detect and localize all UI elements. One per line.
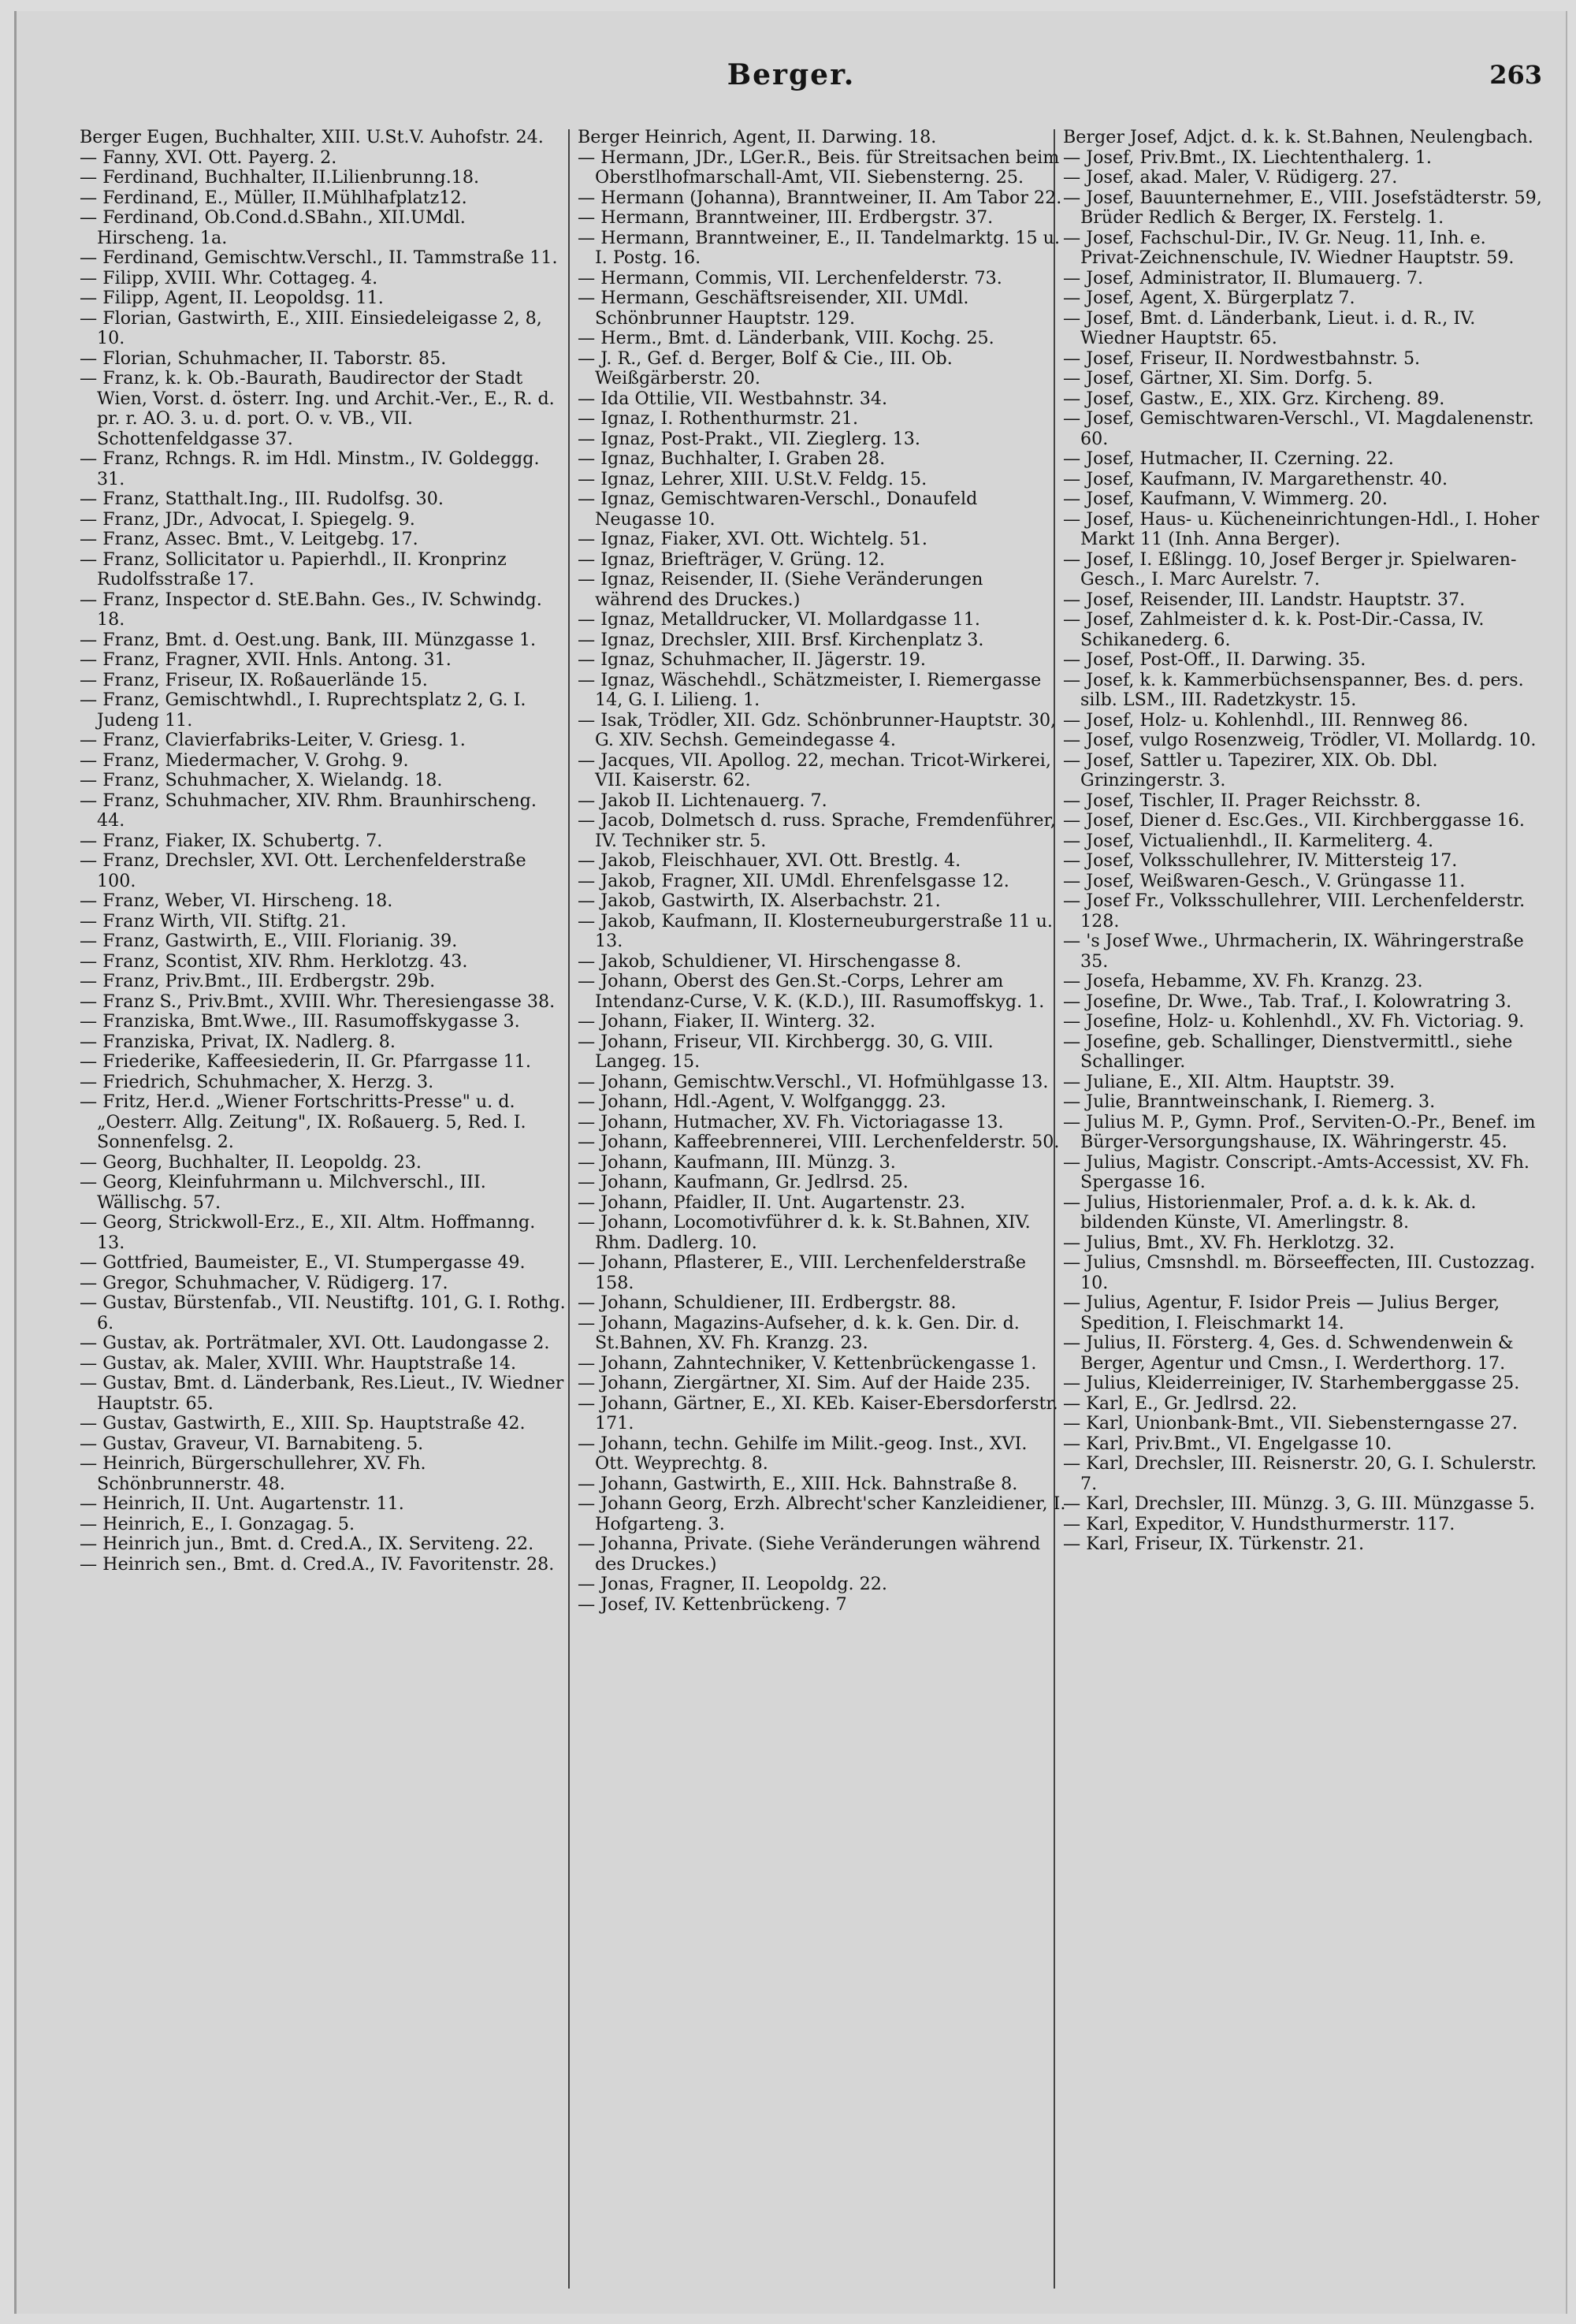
directory-entry: — Ferdinand, Buchhalter, II.Lilienbrunng.18.	[80, 167, 480, 188]
directory-entry: — Julie, Branntweinschank, I. Riemerg. 3.	[1063, 1091, 1436, 1112]
directory-entry: — Franz, Clavierfabriks-Leiter, V. Griesg. 1.	[80, 730, 466, 750]
directory-entry: — Josef, Holz- u. Kohlenhdl., III. Rennweg 86.	[1063, 709, 1469, 731]
directory-entry: — Gustav, Gastwirth, E., XIII. Sp. Hauptstraße 42.	[80, 1413, 526, 1433]
directory-entry: — Karl, E., Gr. Jedlrsd. 22.	[1063, 1393, 1298, 1414]
directory-entry: — Josef, Kaufmann, IV. Margarethenstr. 40.	[1063, 468, 1448, 489]
directory-entry: — Franz, Schuhmacher, XIV. Rhm. Braunhirscheng. 44.	[80, 790, 537, 831]
directory-entry: — Karl, Friseur, IX. Türkenstr. 21.	[1063, 1534, 1365, 1554]
directory-entry: — Josef, Tischler, II. Prager Reichsstr. 8.	[1063, 790, 1422, 811]
directory-entry: — Herm., Bmt. d. Länderbank, VIII. Kochg. 25.	[578, 328, 994, 348]
directory-entry: — Florian, Gastwirth, E., XIII. Einsiedeleigasse 2, 8, 10.	[80, 307, 542, 348]
directory-entry: — Josef, Haus- u. Kücheneinrichtungen-Hdl., I. Hoher Markt 11 (Inh. Anna Berger).	[1063, 508, 1540, 549]
directory-entry: — Hermann, Commis, VII. Lerchenfelderstr. 73.	[578, 267, 1002, 288]
directory-entry: — Jacob, Dolmetsch d. russ. Sprache, Fremdenführer, IV. Techniker str. 5.	[578, 810, 1056, 851]
directory-entry: — Ferdinand, E., Müller, II.Mühlhafplatz12.	[80, 187, 467, 208]
directory-entry: — Heinrich sen., Bmt. d. Cred.A., IV. Favoritenstr. 28.	[80, 1553, 555, 1575]
directory-entry: — Josef, Administrator, II. Blumauerg. 7.	[1063, 267, 1424, 288]
directory-entry: — Gustav, Bmt. d. Länderbank, Res.Lieut., IV. Wiedner Hauptstr. 65.	[80, 1373, 564, 1414]
directory-entry: — Jakob, Kaufmann, II. Klosterneuburgerstraße 11 u. 13.	[578, 910, 1053, 951]
directory-entry: — Ferdinand, Gemischtw.Verschl., II. Tammstraße 11.	[80, 247, 558, 268]
directory-entry: — Franz, Scontist, XIV. Rhm. Herklotzg. 43.	[80, 950, 468, 972]
directory-entry: — Julius, Kleiderreiniger, IV. Starhemberggasse 25.	[1063, 1373, 1520, 1393]
directory-entry: — Josef, Priv.Bmt., IX. Liechtenthalerg. 1.	[1063, 147, 1432, 168]
directory-entry: — Johann, techn. Gehilfe im Milit.-geog. Inst., XVI. Ott. Weyprechtg. 8.	[578, 1433, 1028, 1474]
directory-entry: — Gregor, Schuhmacher, V. Rüdigerg. 17.	[80, 1272, 448, 1293]
directory-entry: — Ignaz, Briefträger, V. Grüng. 12.	[578, 548, 885, 570]
directory-entry: — Franz, Gastwirth, E., VIII. Florianig. 39.	[80, 931, 458, 951]
directory-entry: — Johann, Ziergärtner, XI. Sim. Auf der Haide 235.	[578, 1373, 1031, 1393]
directory-entry: — Karl, Drechsler, III. Reisnerstr. 20, G. I. Schulerstr. 7.	[1063, 1453, 1537, 1494]
directory-entry: — Franz, Drechsler, XVI. Ott. Lerchenfelderstraße 100.	[80, 850, 526, 891]
directory-entry: — Josef Fr., Volksschullehrer, VIII. Lerchenfelderstr. 128.	[1063, 891, 1526, 931]
directory-entry: — Julius, Agentur, F. Isidor Preis — Julius Berger, Spedition, I. Fleischmarkt 14.	[1063, 1292, 1500, 1333]
directory-entry: — Johann, Pfaidler, II. Unt. Augartenstr. 23.	[578, 1192, 966, 1213]
column-divider	[568, 129, 570, 2289]
directory-entry: — Heinrich jun., Bmt. d. Cred.A., IX. Serviteng. 22.	[80, 1534, 534, 1554]
directory-entry: — Ignaz, Metalldrucker, VI. Mollardgasse 11.	[578, 609, 980, 630]
directory-entry: — Franz, Bmt. d. Oest.ung. Bank, III. Münzgasse 1.	[80, 629, 537, 650]
directory-entry: — Franziska, Privat, IX. Nadlerg. 8.	[80, 1031, 396, 1052]
directory-entry: — Johann, Gärtner, E., XI. KEb. Kaiser-Ebersdorferstr. 171.	[578, 1393, 1058, 1433]
directory-entry: — Johann, Friseur, VII. Kirchbergg. 30, G. VIII. Langeg. 15.	[578, 1031, 994, 1072]
directory-entry: — Josef, Fachschul-Dir., IV. Gr. Neug. 11, Inh. e. Privat-Zeichnenschule, IV. Wiedner Hauptstr. 59.	[1063, 227, 1515, 268]
directory-entry: — Josef, Post-Off., II. Darwing. 35.	[1063, 649, 1366, 670]
directory-entry: — Josef, Victualienhdl., II. Karmeliterg. 4.	[1063, 830, 1434, 851]
directory-entry: — Josefine, geb. Schallinger, Dienstvermittl., siehe Schallinger.	[1063, 1031, 1513, 1072]
directory-entry: — Gustav, Graveur, VI. Barnabiteng. 5.	[80, 1433, 424, 1454]
directory-entry: — Josef, Bmt. d. Länderbank, Lieut. i. d. R., IV. Wiedner Hauptstr. 65.	[1063, 307, 1476, 348]
directory-entry: — Johann, Magazins-Aufseher, d. k. k. Gen. Dir. d. St.Bahnen, XV. Fh. Kranzg. 23.	[578, 1312, 1020, 1353]
directory-entry: — Johann, Hutmacher, XV. Fh. Victoriagasse 13.	[578, 1111, 1004, 1132]
directory-entry: Berger Josef, Adjct. d. k. k. St.Bahnen, Neulengbach.	[1063, 128, 1533, 147]
directory-entry: — Karl, Drechsler, III. Münzg. 3, G. III. Münzgasse 5.	[1063, 1493, 1535, 1514]
directory-entry: — Julius M. P., Gymn. Prof., Serviten-O.-Pr., Benef. im Bürger-Versorgungshause, IX. Währingerstr. 45.	[1063, 1111, 1536, 1152]
directory-entry: — Johann, Schuldiener, III. Erdbergstr. 88.	[578, 1292, 957, 1313]
directory-entry: — Julius, Bmt., XV. Fh. Herklotzg. 32.	[1063, 1232, 1395, 1253]
directory-entry: — Josef, Agent, X. Bürgerplatz 7.	[1063, 288, 1355, 308]
directory-entry: — Josef, I. Eßlingg. 10, Josef Berger jr. Spielwaren-Gesch., I. Marc Aurelstr. 7.	[1063, 548, 1517, 589]
directory-entry: — Johann, Zahntechniker, V. Kettenbrückengasse 1.	[578, 1352, 1037, 1374]
directory-entry: — 's Josef Wwe., Uhrmacherin, IX. Währingerstraße 35.	[1063, 931, 1524, 972]
directory-entry: — Johann, Kaufmann, Gr. Jedlrsd. 25.	[578, 1172, 909, 1192]
directory-entry: — Ignaz, Wäschehdl., Schätzmeister, I. Riemergasse 14, G. I. Lilieng. 1.	[578, 669, 1042, 710]
directory-entry: — J. R., Gef. d. Berger, Bolf & Cie., III. Ob. Weißgärberstr. 20.	[578, 348, 953, 389]
directory-entry: — Hermann, JDr., LGer.R., Beis. für Streitsachen beim Oberstlhofmarschall-Amt, VII. Siebensterng. 25.	[578, 147, 1060, 188]
directory-entry: — Josefine, Holz- u. Kohlenhdl., XV. Fh. Victoriag. 9.	[1063, 1011, 1525, 1032]
column-middle	[578, 128, 1066, 2287]
directory-entry: — Franz, Sollicitator u. Papierhdl., II. Kronprinz Rudolfsstraße 17.	[80, 548, 507, 589]
directory-entry: — Jonas, Fragner, II. Leopoldg. 22.	[578, 1574, 887, 1594]
directory-entry: — Franziska, Bmt.Wwe., III. Rasumoffskygasse 3.	[80, 1011, 520, 1032]
directory-entry: — Heinrich, II. Unt. Augartenstr. 11.	[80, 1493, 404, 1514]
directory-entry: — Ignaz, Reisender, II. (Siehe Veränderungen während des Druckes.)	[578, 569, 983, 610]
directory-entry: — Franz, Gemischtwhdl., I. Ruprechtsplatz 2, G. I. Judeng 11.	[80, 690, 526, 731]
directory-entry: — Josef, IV. Kettenbrückeng. 7	[578, 1593, 847, 1615]
directory-entry: — Heinrich, Bürgerschullehrer, XV. Fh. Schönbrunnerstr. 48.	[80, 1453, 426, 1494]
directory-entry: — Filipp, Agent, II. Leopoldsg. 11.	[80, 288, 384, 308]
directory-entry: — Josef, Friseur, II. Nordwestbahnstr. 5.	[1063, 348, 1421, 369]
directory-entry: — Josef, Gemischtwaren-Verschl., VI. Magdalenenstr. 60.	[1063, 408, 1534, 449]
directory-entry: — Franz, Schuhmacher, X. Wielandg. 18.	[80, 770, 443, 790]
directory-entry: — Jakob, Fragner, XII. UMdl. Ehrenfelsgasse 12.	[578, 870, 1009, 891]
directory-entry: — Georg, Kleinfuhrmann u. Milchverschl., III. Wällischg. 57.	[80, 1172, 486, 1213]
directory-entry: — Josef, Volksschullehrer, IV. Mittersteig 17.	[1063, 850, 1458, 871]
directory-entry: — Josef, k. k. Kammerbüchsenspanner, Bes. d. pers. silb. LSM., III. Radetzkystr. 15.	[1063, 669, 1524, 710]
directory-entry: — Josef, Gärtner, XI. Sim. Dorfg. 5.	[1063, 368, 1373, 389]
directory-entry: — Julius, Cmsnshdl. m. Börseeffecten, III. Custozzag. 10.	[1063, 1252, 1536, 1293]
directory-entry: — Josefine, Dr. Wwe., Tab. Traf., I. Kolowratring 3.	[1063, 991, 1512, 1012]
directory-entry: — Franz, Friseur, IX. Roßauerlände 15.	[80, 669, 428, 690]
directory-entry: — Hermann, Branntweiner, III. Erdbergstr. 37.	[578, 207, 994, 228]
directory-entry: — Josef, Weißwaren-Gesch., V. Grüngasse 11.	[1063, 870, 1466, 891]
directory-entry: — Karl, Expeditor, V. Hundsthurmerstr. 117.	[1063, 1513, 1455, 1534]
directory-entry: — Jacques, VII. Apollog. 22, mechan. Tricot-Wirkerei, VII. Kaiserstr. 62.	[578, 749, 1051, 790]
directory-entry: — Johann Georg, Erzh. Albrecht'scher Kanzleidiener, I. Hofgarteng. 3.	[578, 1493, 1066, 1534]
directory-entry: — Josef, Reisender, III. Landstr. Hauptstr. 37.	[1063, 589, 1466, 610]
directory-entry: — Franz S., Priv.Bmt., XVIII. Whr. Theresiengasse 38.	[80, 991, 556, 1012]
directory-entry: — Franz, Assec. Bmt., V. Leitgebg. 17.	[80, 529, 418, 549]
directory-entry: — Ida Ottilie, VII. Westbahnstr. 34.	[578, 388, 887, 409]
directory-entry: — Heinrich, E., I. Gonzagag. 5.	[80, 1513, 355, 1534]
directory-entry: — Johann, Gastwirth, E., XIII. Hck. Bahnstraße 8.	[578, 1473, 1018, 1494]
directory-entry: — Johanna, Private. (Siehe Veränderungen während des Druckes.)	[578, 1534, 1041, 1575]
directory-entry: — Julius, Historienmaler, Prof. a. d. k. k. Ak. d. bildenden Künste, VI. Amerlingstr. 8.	[1063, 1192, 1477, 1233]
directory-entry: — Gottfried, Baumeister, E., VI. Stumpergasse 49.	[80, 1252, 526, 1273]
directory-entry: — Johann, Kaffeebrennerei, VIII. Lerchenfelderstr. 50.	[578, 1132, 1060, 1152]
directory-entry: — Georg, Buchhalter, II. Leopoldg. 23.	[80, 1151, 422, 1173]
directory-entry: — Isak, Trödler, XII. Gdz. Schönbrunner-Hauptstr. 30, G. XIV. Sechsh. Gemeindegasse 4.	[578, 709, 1057, 750]
column-right	[1063, 128, 1544, 2287]
column-left	[80, 128, 568, 2287]
directory-entry: — Georg, Strickwoll-Erz., E., XII. Altm. Hoffmanng. 13.	[80, 1212, 536, 1253]
page-number: 263	[1489, 60, 1542, 90]
directory-entry: — Josef, akad. Maler, V. Rüdigerg. 27.	[1063, 167, 1398, 188]
directory-entry: — Franz, Weber, VI. Hirscheng. 18.	[80, 891, 393, 911]
directory-entry: — Johann, Fiaker, II. Winterg. 32.	[578, 1011, 875, 1032]
directory-entry: — Franz, Fragner, XVII. Hnls. Antong. 31.	[80, 649, 452, 670]
directory-entry: — Johann, Kaufmann, III. Münzg. 3.	[578, 1151, 896, 1173]
directory-entry: — Fanny, XVI. Ott. Payerg. 2.	[80, 147, 337, 168]
directory-entry: — Ignaz, Buchhalter, I. Graben 28.	[578, 448, 886, 469]
directory-entry: — Franz, Fiaker, IX. Schubertg. 7.	[80, 830, 383, 851]
directory-entry: — Gustav, Bürstenfab., VII. Neustiftg. 101, G. I. Rothg. 6.	[80, 1292, 566, 1333]
directory-entry: — Franz, Priv.Bmt., III. Erdbergstr. 29b.	[80, 971, 436, 991]
directory-entry: — Johann, Pflasterer, E., VIII. Lerchenfelderstraße 158.	[578, 1252, 1026, 1293]
directory-entry: — Ferdinand, Ob.Cond.d.SBahn., XII.UMdl. Hirscheng. 1a.	[80, 207, 466, 248]
directory-entry: — Josef, Zahlmeister d. k. k. Post-Dir.-Cassa, IV. Schikanederg. 6.	[1063, 609, 1485, 650]
directory-entry: — Josef, Diener d. Esc.Ges., VII. Kirchberggasse 16.	[1063, 810, 1525, 831]
page-title: Berger.	[727, 58, 856, 91]
directory-entry: — Karl, Unionbank-Bmt., VII. Siebensterngasse 27.	[1063, 1413, 1518, 1433]
directory-entry: — Florian, Schuhmacher, II. Taborstr. 85.	[80, 348, 447, 369]
directory-entry: — Friedrich, Schuhmacher, X. Herzg. 3.	[80, 1071, 434, 1092]
directory-entry: — Johann, Hdl.-Agent, V. Wolfganggg. 23.	[578, 1091, 946, 1112]
directory-entry: — Franz, k. k. Ob.-Baurath, Baudirector der Stadt Wien, Vorst. d. österr. Ing. und Archit.-Ver., E., R. d. pr. r. AO. 3. u. d. port. O. v. VB., VII. Schottenfeldgasse 37.	[80, 368, 555, 449]
directory-entry: Berger Eugen, Buchhalter, XIII. U.St.V. Auhofstr. 24.	[80, 128, 544, 147]
directory-page	[14, 11, 1567, 2314]
directory-entry: — Franz, JDr., Advocat, I. Spiegelg. 9.	[80, 508, 415, 530]
directory-entry: — Josef, Sattler u. Tapezirer, XIX. Ob. Dbl. Grinzingerstr. 3.	[1063, 749, 1438, 790]
directory-entry: — Josef, Gastw., E., XIX. Grz. Kircheng. 89.	[1063, 388, 1445, 409]
directory-entry: — Ignaz, I. Rothenthurmstr. 21.	[578, 408, 859, 429]
directory-entry: — Ignaz, Schuhmacher, II. Jägerstr. 19.	[578, 649, 926, 670]
directory-entry: — Franz Wirth, VII. Stiftg. 21.	[80, 910, 347, 931]
directory-entry: — Jakob, Gastwirth, IX. Alserbachstr. 21.	[578, 891, 941, 911]
directory-entry: — Fritz, Her.d. „Wiener Fortschritts-Presse" u. d. „Oesterr. Allg. Zeitung", IX. Roßauerg. 5, Red. I. Sonnenfelsg. 2.	[80, 1091, 526, 1152]
directory-entry: — Ignaz, Post-Prakt., VII. Zieglerg. 13.	[578, 428, 920, 449]
directory-entry: — Josef, Bauunternehmer, E., VIII. Josefstädterstr. 59, Brüder Redlich & Berger, IX. Ferstelg. 1.	[1063, 187, 1542, 228]
directory-entry: — Franz, Miedermacher, V. Grohg. 9.	[80, 749, 409, 771]
directory-entry: — Ignaz, Lehrer, XIII. U.St.V. Feldg. 15.	[578, 468, 927, 489]
directory-entry: — Juliane, E., XII. Altm. Hauptstr. 39.	[1063, 1071, 1396, 1092]
directory-entry: — Gustav, ak. Maler, XVIII. Whr. Hauptstraße 14.	[80, 1352, 517, 1374]
directory-entry: — Gustav, ak. Porträtmaler, XVI. Ott. Laudongasse 2.	[80, 1333, 550, 1353]
directory-entry: — Jakob, Schuldiener, VI. Hirschengasse 8.	[578, 950, 961, 972]
directory-entry: — Franz, Inspector d. StE.Bahn. Ges., IV. Schwindg. 18.	[80, 589, 542, 630]
directory-entry: — Franz, Statthalt.Ing., III. Rudolfsg. 30.	[80, 489, 444, 509]
directory-entry: — Ignaz, Gemischtwaren-Verschl., Donaufeld Neugasse 10.	[578, 489, 978, 530]
directory-entry: — Hermann, Branntweiner, E., II. Tandelmarktg. 15 u. I. Postg. 16.	[578, 227, 1061, 268]
directory-entry: — Franz, Rchngs. R. im Hdl. Minstm., IV. Goldeggg. 31.	[80, 448, 540, 489]
directory-entry: — Johann, Oberst des Gen.St.-Corps, Lehrer am Intendanz-Curse, V. K. (K.D.), III. Rasumoffskyg. 1.	[578, 971, 1045, 1012]
directory-entry: — Jakob II. Lichtenauerg. 7.	[578, 790, 827, 811]
directory-entry: — Josef, Kaufmann, V. Wimmerg. 20.	[1063, 489, 1388, 509]
directory-entry: — Johann, Locomotivführer d. k. k. St.Bahnen, XIV. Rhm. Dadlerg. 10.	[578, 1212, 1031, 1253]
directory-entry: — Hermann, Geschäftsreisender, XII. UMdl. Schönbrunner Hauptstr. 129.	[578, 288, 969, 329]
directory-entry: — Jakob, Fleischhauer, XVI. Ott. Brestlg. 4.	[578, 850, 961, 871]
directory-entry: — Johann, Gemischtw.Verschl., VI. Hofmühlgasse 13.	[578, 1071, 1049, 1092]
directory-entry: — Friederike, Kaffeesiederin, II. Gr. Pfarrgasse 11.	[80, 1051, 531, 1072]
directory-entry: — Karl, Priv.Bmt., VI. Engelgasse 10.	[1063, 1433, 1392, 1454]
directory-entry: — Ignaz, Drechsler, XIII. Brsf. Kirchenplatz 3.	[578, 629, 984, 650]
directory-entry: — Josef, Hutmacher, II. Czerning. 22.	[1063, 448, 1394, 469]
directory-entry: Berger Heinrich, Agent, II. Darwing. 18.	[578, 128, 937, 147]
directory-entry: — Julius, II. Försterg. 4, Ges. d. Schwendenwein & Berger, Agentur und Cmsn., I. Werderthorg. 17.	[1063, 1333, 1514, 1374]
directory-entry: — Julius, Magistr. Conscript.-Amts-Accessist, XV. Fh. Spergasse 16.	[1063, 1151, 1530, 1192]
directory-entry: — Josef, vulgo Rosenzweig, Trödler, VI. Mollardg. 10.	[1063, 730, 1537, 750]
directory-entry: — Hermann (Johanna), Branntweiner, II. Am Tabor 22.	[578, 187, 1062, 208]
directory-entry: — Filipp, XVIII. Whr. Cottageg. 4.	[80, 267, 378, 288]
directory-entry: — Ignaz, Fiaker, XVI. Ott. Wichtelg. 51.	[578, 529, 927, 549]
directory-entry: — Josefa, Hebamme, XV. Fh. Kranzg. 23.	[1063, 971, 1423, 991]
